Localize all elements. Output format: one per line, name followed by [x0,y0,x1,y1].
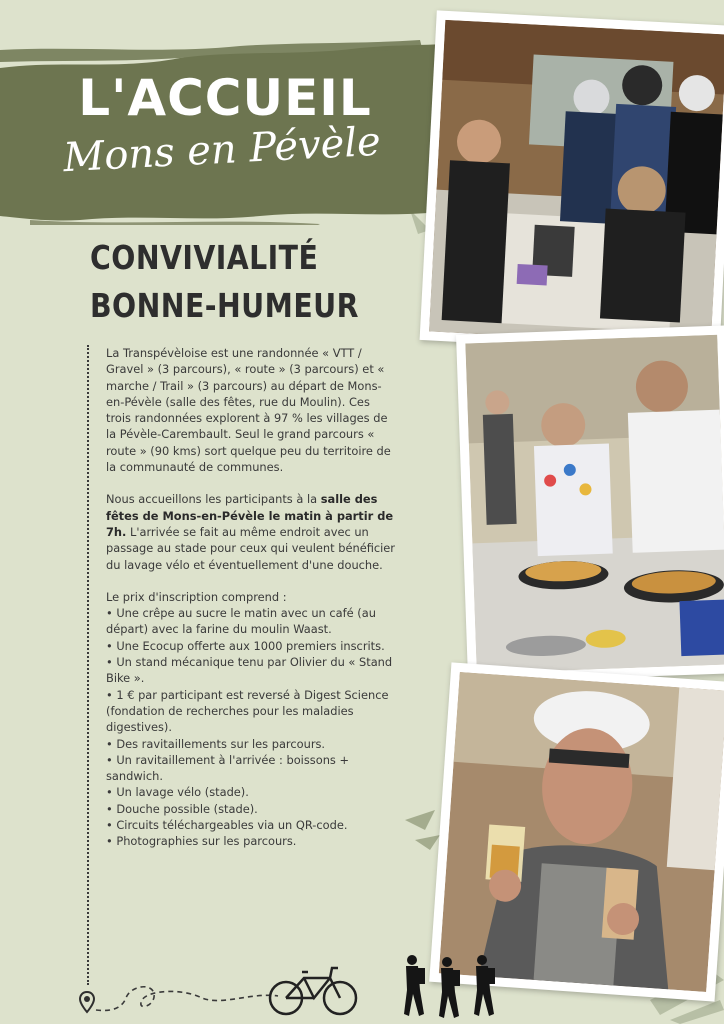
dotted-guide-line [87,345,89,985]
photo-registration-image [429,20,724,346]
list-item: • Circuits téléchargeables via un QR-code. [106,818,348,833]
section-heading-line1: CONVIVIALITÉ [90,238,319,277]
hikers-icon [392,952,502,1024]
body-text [106,345,398,850]
route-path-line [92,978,282,1018]
bicycle-icon [268,962,360,1018]
list-item: • Un stand mécanique tenu par Olivier du « Stand Bike ». [106,655,393,686]
photo-cyclist [429,662,724,1001]
welcome-text-start: Nous accueillons les participants à la [106,492,321,507]
price-intro: Le prix d'inscription comprend : [106,589,287,604]
photo-registration [420,10,724,355]
page-title: L'ACCUEIL [78,69,372,127]
welcome-text-end: L'arrivée se fait au même endroit avec un passage au stade pour ceux qui veulent bénéficier du lavage vélo et éventuellement d'une douche. [106,524,395,572]
list-item: • Douche possible (stade). [106,801,258,816]
list-item: • Des ravitaillements sur les parcours. [106,736,326,751]
list-item: • Une crêpe au sucre le matin avec un café (au départ) avec la farine du moulin Waast. [106,606,376,637]
photo-cyclist-image [439,672,724,992]
list-item: • 1 € par participant est reversé à Digest Science (fondation de recherches pour les maladies digestives). [106,687,389,735]
list-item: • Un ravitaillement à l'arrivée : boissons + sandwich. [106,752,350,784]
list-item: • Un lavage vélo (stade). [106,785,249,800]
photo-crepes-image [465,335,724,674]
page-subtitle: Mons en Pévèle [62,118,382,182]
list-item: • Une Ecocup offerte aux 1000 premiers inscrits. [106,638,385,653]
welcome-location: salle des fêtes de Mons-en-Pévèle le matin à partir de 7h. [106,492,394,539]
list-item: • Photographies sur les parcours. [106,834,297,849]
welcome-paragraph [106,491,398,572]
photo-crepes [456,325,724,682]
intro-paragraph: La Transpévèloise est une randonnée « VTT / Gravel » (3 parcours), « route » (3 parcours) et « marche / Trail » (3 parcours) au départ de Mons-en-Pévèle (salle des fêtes, rue du Moulin). Ces trois randonnées explorent à 97 % les villages de la Pévèle-Carembault. Seul le grand parcours « route » (90 kms) sort quelque peu du territoire de la communauté de communes. [106,346,391,475]
section-heading-line2: BONNE-HUMEUR [90,286,359,325]
